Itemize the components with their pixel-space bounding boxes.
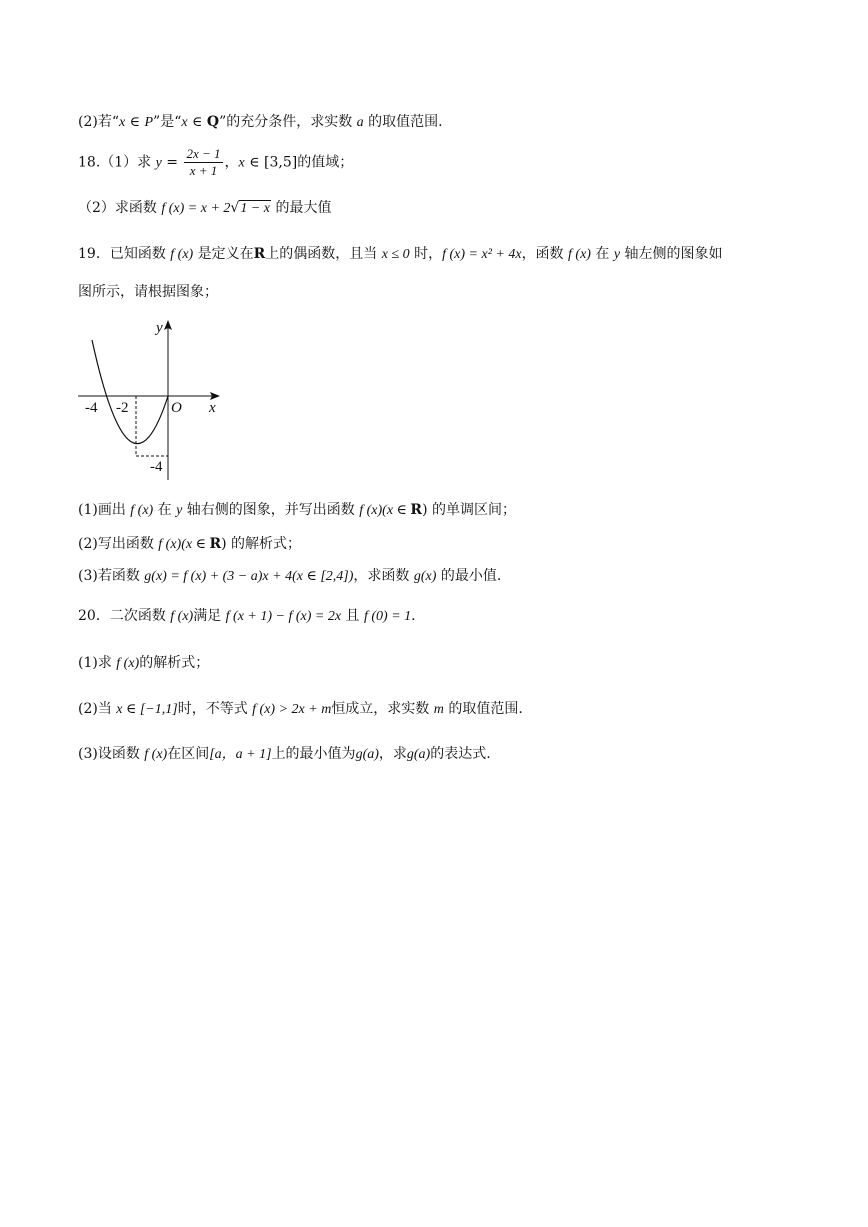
text: 的取值范围. [363,114,443,130]
label-y: y [156,320,163,336]
math-expr: f (x)(x ∈ [359,503,411,518]
math-expr: f (0) = 1 [363,609,412,624]
math-var: x [119,115,126,130]
math-var: x [238,155,245,171]
fraction-numerator: 2x − 1 [186,146,221,161]
set-r: R [209,536,222,552]
math-expr: f (x) = x + 2 [161,201,231,216]
text: 是定义在 [193,246,254,262]
parabola-curve [92,340,168,444]
text: 的值域； [297,154,354,171]
q20-sub1 [78,653,209,674]
text: 在 [590,246,614,262]
math-expr: f (x) [116,656,140,671]
math-expr: g(x) = f (x) + (3 − a)x + 4(x ∈ [2,4]) [144,569,354,584]
label-neg4-y: -4 [150,459,163,475]
text: ”是“ [153,114,182,130]
q19-sub2 [78,534,301,555]
text: ，求函数 [353,568,414,584]
sqrt-sign: √ [230,200,240,216]
text: ， [224,154,239,171]
math-var: m [433,702,444,717]
math-var: y [176,503,183,518]
text: 恒成立，求实数 [331,701,434,717]
math-expr: f (x) = x² + 4x [442,247,522,262]
text: 时，不等式 [177,701,253,717]
text: 轴右侧的图象，并写出函数 [182,502,360,518]
text: （2）求函数 [78,200,162,216]
text: 的单调区间； [427,502,516,518]
label-x: x [209,400,216,416]
q19-sub3 [78,566,501,587]
label-neg4-x: -4 [85,400,98,416]
q19-sub1 [78,500,516,521]
q20-line1 [78,606,416,627]
text: 上的偶函数，且当 [265,246,382,262]
question-number: 19．已知函数 [78,246,171,262]
set-r: R [410,502,423,518]
math-expr: g(a) [355,747,379,762]
q19-line2: 图所示，请根据图象； [78,284,218,300]
math-op: ) [422,502,428,518]
math-interval: [a，a + 1] [209,747,272,762]
text: 上的最小值为 [271,746,356,762]
math-interval: ∈ [3,5] [244,154,298,171]
label-neg2-x: -2 [116,400,129,416]
label-origin: O [171,400,182,416]
text: 在区间 [167,746,210,762]
math-op: = [161,154,183,171]
text: 的取值范围. [443,701,523,717]
q20-sub3 [78,744,491,765]
text: (2)若“ [78,114,119,130]
q17-part2 [78,112,443,133]
math-expr: f (x) [170,247,194,262]
text: (2)当 [78,701,117,717]
text: 在 [153,502,177,518]
text: ”的充分条件，求实数 [219,114,357,130]
text: ，求 [378,746,407,762]
text: 满足 [193,608,226,624]
math-var: a [356,115,364,130]
text: 时， [409,246,443,262]
text: 且 [341,608,364,624]
math-expr: f (x + 1) − f (x) = 2x [225,609,342,624]
text: 的解析式； [226,536,302,552]
math-op: ∈ [187,114,207,130]
math-expr: f (x)(x ∈ [158,537,210,552]
text: (3)若函数 [78,568,145,584]
text: (1)求 [78,655,117,671]
text: 的表达式. [430,746,491,762]
math-expr: f (x) [130,503,154,518]
question-number: 18.（1）求 [78,154,156,171]
math-op: ∈ [125,114,145,130]
fraction [184,146,222,179]
q19-line1 [78,244,723,265]
math-op: ) [221,536,227,552]
text: 的解析式； [139,655,210,671]
math-expr: f (x) [144,747,168,762]
math-expr: f (x) [170,609,194,624]
text: 的最大值 [271,200,332,216]
set-q: Q [206,114,220,130]
math-var: y [613,247,621,262]
text: (2)写出函数 [78,536,159,552]
sqrt-radicand: 1 − x [240,201,270,216]
math-expr: g(x) [413,569,437,584]
math-expr: x ∈ [−1,1] [116,702,178,717]
math-expr: f (x) > 2x + m [252,702,332,717]
text: . [411,608,416,624]
math-var: P [144,115,154,130]
fraction-denominator: x + 1 [189,163,218,178]
text: ，函数 [521,246,569,262]
math-expr: x ≤ 0 [381,247,410,262]
question-number: 20．二次函数 [78,608,171,624]
math-expr: g(a) [406,747,431,762]
q20-sub2 [78,699,523,720]
text: 的最小值. [436,568,502,584]
text: 轴左侧的图象如 [620,246,723,262]
text: (3)设函数 [78,746,145,762]
function-graph [78,316,228,484]
q18-part1 [78,146,353,179]
math-expr: f (x) [568,247,591,262]
q18-part2 [78,198,331,219]
math-var: x [181,115,188,130]
set-r: R [253,246,266,262]
text: (1)画出 [78,502,131,518]
math-var: y [155,155,162,171]
